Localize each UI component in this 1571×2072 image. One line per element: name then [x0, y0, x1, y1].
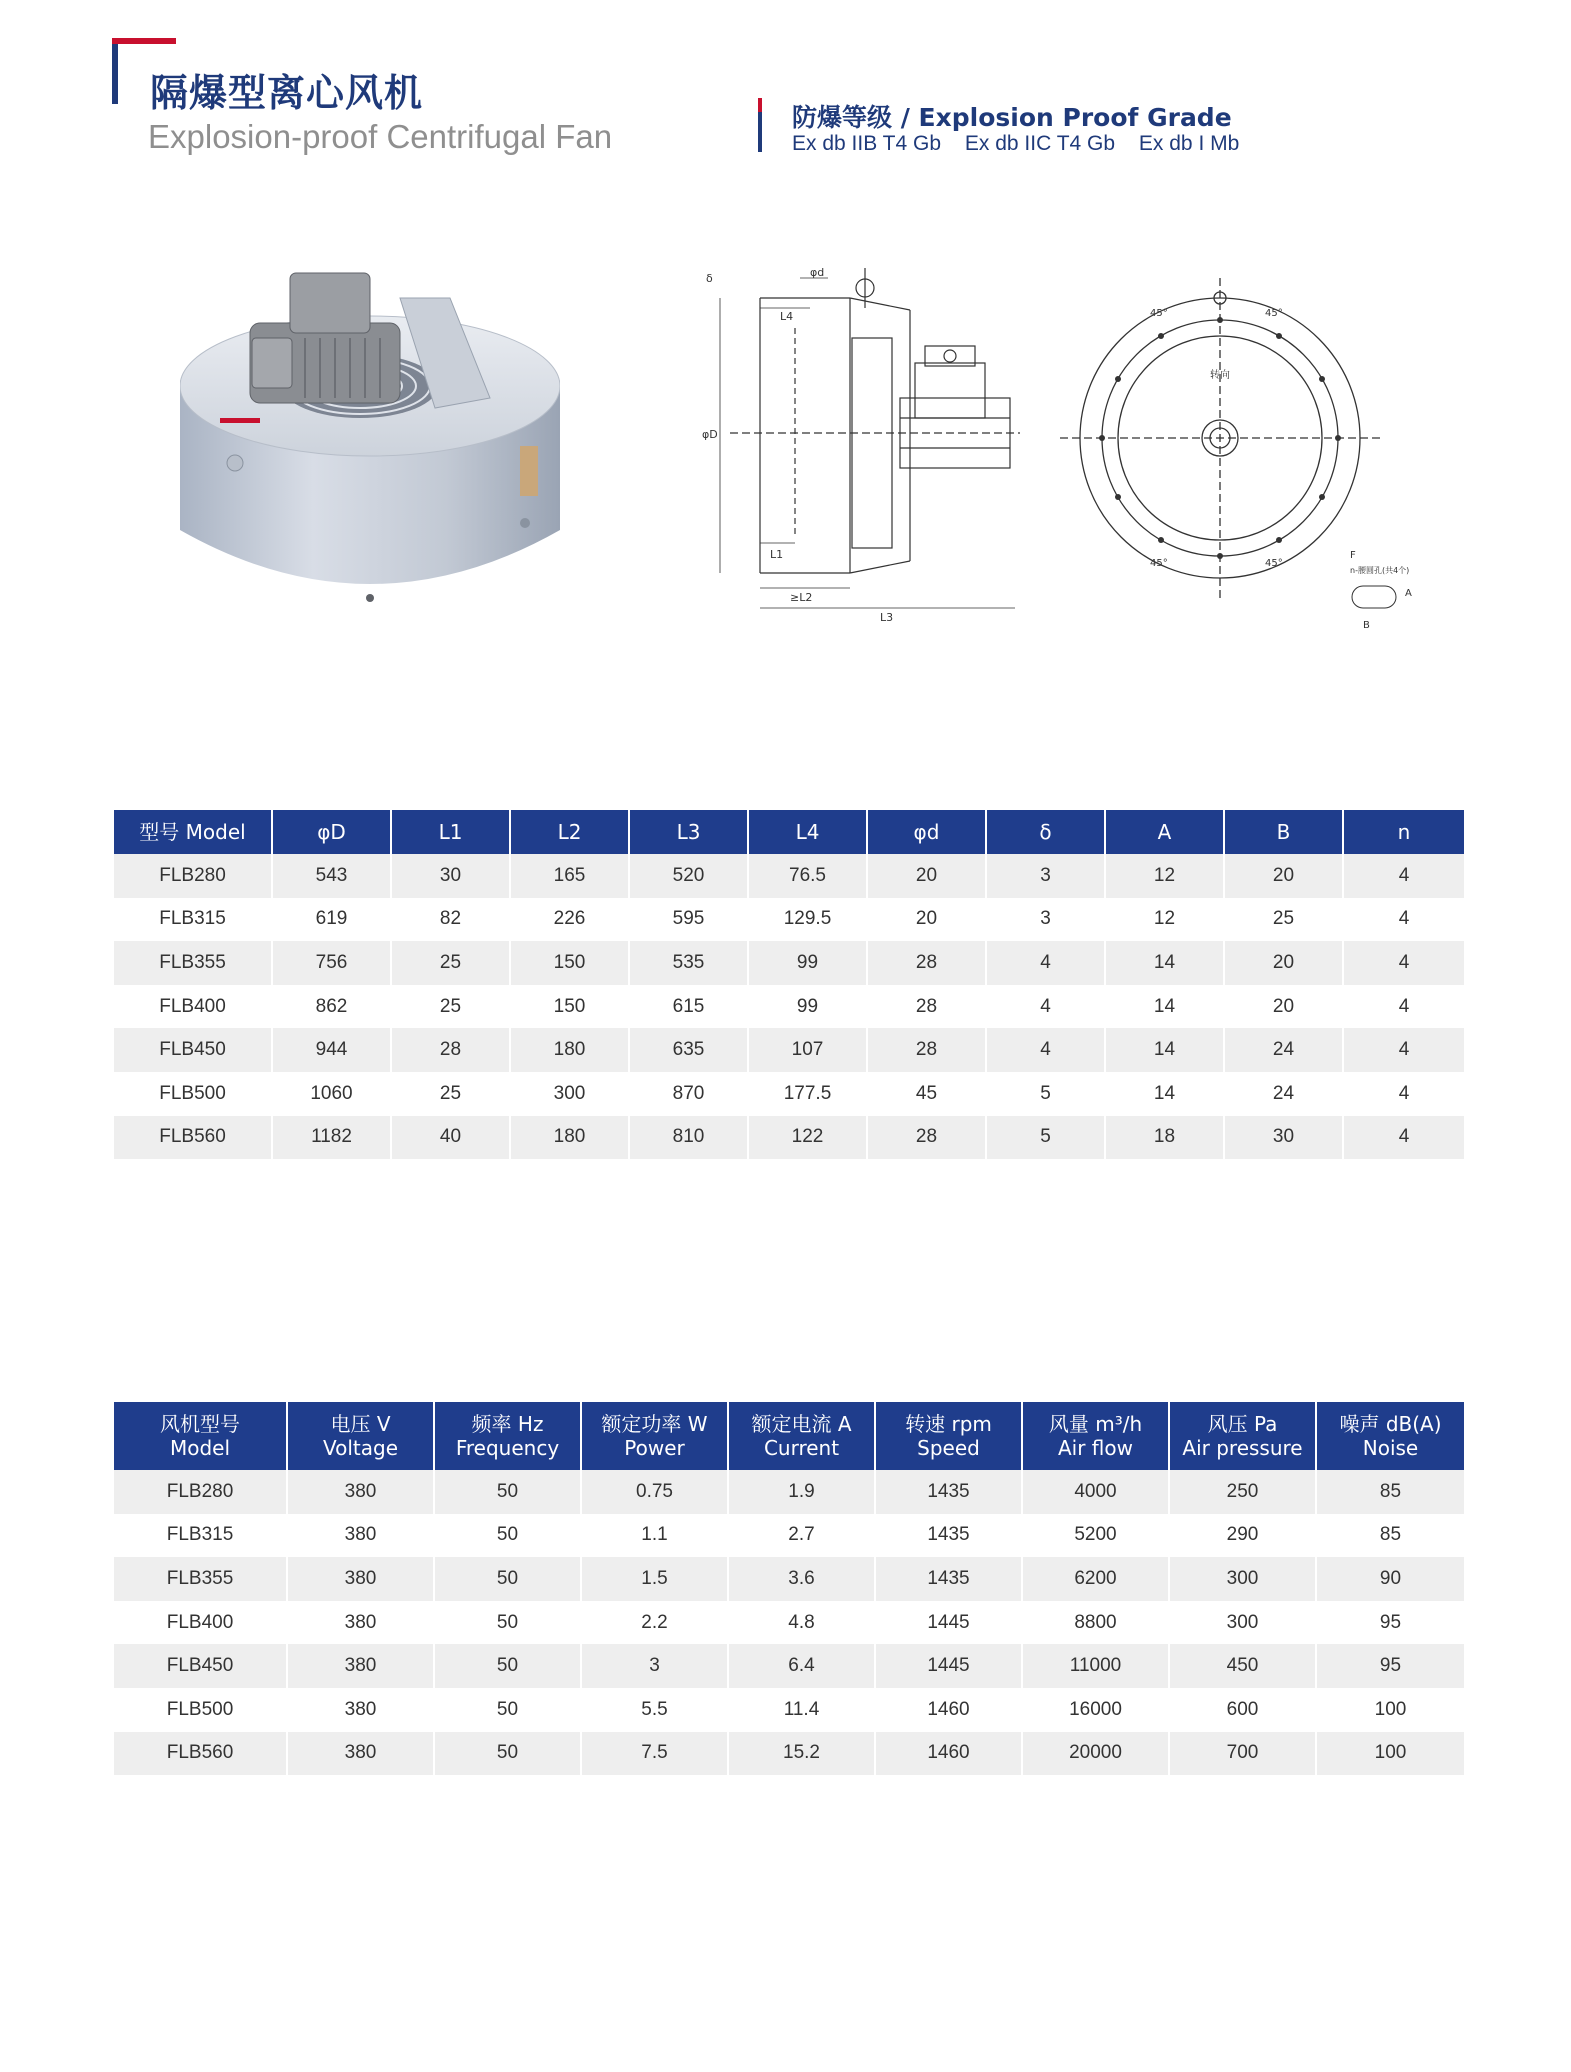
column-header: 额定电流 A Current [729, 1402, 876, 1470]
table-cell: 28 [868, 941, 987, 985]
table-row [114, 898, 1464, 942]
column-header: 风机型号 Model [114, 1402, 288, 1470]
column-header: φD [273, 810, 392, 854]
table-cell: 1435 [876, 1557, 1023, 1601]
table-cell: 4000 [1023, 1470, 1170, 1514]
table-cell: 543 [273, 854, 392, 898]
table-row [114, 1688, 1464, 1732]
table-cell: 380 [288, 1557, 435, 1601]
table-cell: 40 [392, 1116, 511, 1160]
table-cell: FLB280 [114, 854, 273, 898]
table-cell: 3 [987, 854, 1106, 898]
label-L4: L4 [780, 310, 794, 323]
table-cell: 290 [1170, 1514, 1317, 1558]
table-cell: FLB450 [114, 1644, 288, 1688]
table-cell: 2.2 [582, 1601, 729, 1645]
table-row [114, 1116, 1464, 1160]
table-cell: 4 [987, 941, 1106, 985]
table-cell: 4.8 [729, 1601, 876, 1645]
table-row [114, 1514, 1464, 1558]
label-phi-D: φD [702, 428, 718, 441]
table-cell: 300 [1170, 1601, 1317, 1645]
label-L2: ≥L2 [790, 591, 813, 604]
table-cell: 226 [511, 898, 630, 942]
table-cell: 20 [868, 898, 987, 942]
table-cell: 5200 [1023, 1514, 1170, 1558]
table-cell: 28 [392, 1028, 511, 1072]
table-cell: 4 [1344, 1028, 1464, 1072]
table-cell: 20 [1225, 985, 1344, 1029]
table-cell: 5 [987, 1116, 1106, 1160]
table-cell: 4 [987, 1028, 1106, 1072]
column-header: n [1344, 810, 1464, 854]
label-rotation: 转向 [1210, 370, 1230, 381]
table-cell: 380 [288, 1644, 435, 1688]
table-cell: 4 [1344, 941, 1464, 985]
page-subtitle: Explosion-proof Centrifugal Fan [148, 118, 613, 155]
column-header: 型号 Model [114, 810, 273, 854]
table-cell: 28 [868, 1028, 987, 1072]
table-cell: FLB450 [114, 1028, 273, 1072]
table-cell: 25 [392, 1072, 511, 1116]
table-cell: 12 [1106, 854, 1225, 898]
table-cell: FLB560 [114, 1116, 273, 1160]
label-angle-tl: 45° [1150, 308, 1168, 319]
table-cell: 1445 [876, 1601, 1023, 1645]
table-row [114, 985, 1464, 1029]
table-cell: 24 [1225, 1072, 1344, 1116]
table-cell: 45 [868, 1072, 987, 1116]
table-cell: 1.9 [729, 1470, 876, 1514]
table-cell: FLB500 [114, 1688, 288, 1732]
table-cell: 85 [1317, 1470, 1464, 1514]
table-cell: 380 [288, 1601, 435, 1645]
table-cell: 25 [392, 985, 511, 1029]
label-angle-br: 45° [1265, 558, 1283, 569]
table-cell: 30 [392, 854, 511, 898]
table-row [114, 854, 1464, 898]
grade-divider-accent [758, 98, 762, 112]
table-cell: 100 [1317, 1732, 1464, 1776]
table-cell: 4 [987, 985, 1106, 1029]
table-cell: 6.4 [729, 1644, 876, 1688]
table-cell: 1445 [876, 1644, 1023, 1688]
table-cell: 150 [511, 985, 630, 1029]
table-cell: 1182 [273, 1116, 392, 1160]
table-row [114, 941, 1464, 985]
grade-list [792, 132, 1257, 156]
table-cell: 1.5 [582, 1557, 729, 1601]
table-cell: 11000 [1023, 1644, 1170, 1688]
column-header: L3 [630, 810, 749, 854]
column-header: 转速 rpm Speed [876, 1402, 1023, 1470]
label-L3: L3 [880, 611, 894, 624]
table-cell: FLB400 [114, 985, 273, 1029]
dimensions-header-row [114, 810, 1464, 854]
table-row [114, 1072, 1464, 1116]
table-cell: 944 [273, 1028, 392, 1072]
table-cell: 107 [749, 1028, 868, 1072]
table-cell: 4 [1344, 854, 1464, 898]
table-cell: 380 [288, 1688, 435, 1732]
table-cell: 6200 [1023, 1557, 1170, 1601]
column-header: 电压 V Voltage [288, 1402, 435, 1470]
column-header: A [1106, 810, 1225, 854]
label-L1: L1 [770, 548, 784, 561]
table-cell: 14 [1106, 1072, 1225, 1116]
table-cell: 1435 [876, 1514, 1023, 1558]
table-cell: 122 [749, 1116, 868, 1160]
table-cell: 50 [435, 1601, 582, 1645]
fan-product-image [180, 268, 560, 638]
table-cell: 129.5 [749, 898, 868, 942]
table-cell: 380 [288, 1470, 435, 1514]
table-cell: 14 [1106, 985, 1225, 1029]
table-cell: 180 [511, 1116, 630, 1160]
table-cell: 177.5 [749, 1072, 868, 1116]
table-cell: 18 [1106, 1116, 1225, 1160]
table-cell: 870 [630, 1072, 749, 1116]
table-cell: 8800 [1023, 1601, 1170, 1645]
table-cell: 95 [1317, 1644, 1464, 1688]
table-cell: 300 [511, 1072, 630, 1116]
table-cell: 700 [1170, 1732, 1317, 1776]
table-cell: 50 [435, 1732, 582, 1776]
column-header: 风压 Pa Air pressure [1170, 1402, 1317, 1470]
table-cell: 20000 [1023, 1732, 1170, 1776]
table-cell: 3.6 [729, 1557, 876, 1601]
table-cell: 300 [1170, 1557, 1317, 1601]
table-cell: 619 [273, 898, 392, 942]
table-cell: 1435 [876, 1470, 1023, 1514]
label-angle-tr: 45° [1265, 308, 1283, 319]
table-cell: 20 [1225, 941, 1344, 985]
table-row [114, 1601, 1464, 1645]
table-cell: 28 [868, 985, 987, 1029]
table-cell: 5.5 [582, 1688, 729, 1732]
column-header: δ [987, 810, 1106, 854]
table-cell: 0.75 [582, 1470, 729, 1514]
table-cell: 50 [435, 1470, 582, 1514]
table-cell: 50 [435, 1557, 582, 1601]
column-header: 风量 m³/h Air flow [1023, 1402, 1170, 1470]
grade-item: Ex db IIC T4 Gb [964, 132, 1116, 155]
table-cell: 756 [273, 941, 392, 985]
column-header: L1 [392, 810, 511, 854]
table-row [114, 1732, 1464, 1776]
table-cell: 24 [1225, 1028, 1344, 1072]
label-A: A [1405, 588, 1412, 599]
table-cell: 15.2 [729, 1732, 876, 1776]
table-cell: 535 [630, 941, 749, 985]
page-title: 隔爆型离心风机 [150, 71, 424, 115]
table-cell: 14 [1106, 941, 1225, 985]
table-cell: FLB280 [114, 1470, 288, 1514]
front-view-drawing [1060, 268, 1420, 638]
table-cell: 1460 [876, 1688, 1023, 1732]
table-cell: 82 [392, 898, 511, 942]
table-cell: 14 [1106, 1028, 1225, 1072]
table-cell: 635 [630, 1028, 749, 1072]
table-cell: FLB500 [114, 1072, 273, 1116]
table-cell: 16000 [1023, 1688, 1170, 1732]
table-row [114, 1028, 1464, 1072]
label-F: F [1350, 550, 1356, 561]
dimensions-table [114, 810, 1464, 1159]
table-cell: FLB355 [114, 1557, 288, 1601]
table-cell: FLB400 [114, 1601, 288, 1645]
table-row [114, 1557, 1464, 1601]
performance-header-row [114, 1402, 1464, 1470]
grade-title: 防爆等级 / Explosion Proof Grade [792, 103, 1232, 132]
table-cell: 20 [1225, 854, 1344, 898]
table-cell: 4 [1344, 1116, 1464, 1160]
table-cell: 4 [1344, 1072, 1464, 1116]
column-header: φd [868, 810, 987, 854]
table-cell: FLB560 [114, 1732, 288, 1776]
table-cell: 180 [511, 1028, 630, 1072]
table-cell: 4 [1344, 985, 1464, 1029]
table-cell: 50 [435, 1688, 582, 1732]
table-row [114, 1470, 1464, 1514]
table-cell: FLB315 [114, 898, 273, 942]
table-cell: 12 [1106, 898, 1225, 942]
table-cell: 862 [273, 985, 392, 1029]
table-cell: 20 [868, 854, 987, 898]
table-cell: 3 [582, 1644, 729, 1688]
column-header: L2 [511, 810, 630, 854]
performance-table [114, 1402, 1464, 1775]
table-cell: 99 [749, 941, 868, 985]
label-B: B [1363, 620, 1370, 631]
table-row [114, 1644, 1464, 1688]
table-cell: 5 [987, 1072, 1106, 1116]
label-hole-note: n-腰圆孔(共4个) [1350, 566, 1410, 575]
column-header: 额定功率 W Power [582, 1402, 729, 1470]
side-view-drawing [700, 268, 1040, 628]
column-header: L4 [749, 810, 868, 854]
table-cell: 30 [1225, 1116, 1344, 1160]
table-cell: 25 [1225, 898, 1344, 942]
table-cell: 150 [511, 941, 630, 985]
table-cell: 520 [630, 854, 749, 898]
table-cell: 99 [749, 985, 868, 1029]
table-cell: 595 [630, 898, 749, 942]
column-header: 频率 Hz Frequency [435, 1402, 582, 1470]
table-cell: FLB355 [114, 941, 273, 985]
table-cell: 450 [1170, 1644, 1317, 1688]
table-cell: 615 [630, 985, 749, 1029]
table-cell: 810 [630, 1116, 749, 1160]
grade-item: Ex db I Mb [1138, 132, 1240, 155]
column-header: B [1225, 810, 1344, 854]
label-angle-bl: 45° [1150, 558, 1168, 569]
table-cell: 380 [288, 1514, 435, 1558]
table-cell: 4 [1344, 898, 1464, 942]
column-header: 噪声 dB(A) Noise [1317, 1402, 1464, 1470]
table-cell: 50 [435, 1644, 582, 1688]
table-cell: 600 [1170, 1688, 1317, 1732]
slot-hole-detail [1352, 586, 1396, 608]
table-cell: 380 [288, 1732, 435, 1776]
table-cell: 250 [1170, 1470, 1317, 1514]
table-cell: 2.7 [729, 1514, 876, 1558]
table-cell: 1.1 [582, 1514, 729, 1558]
table-cell: 7.5 [582, 1732, 729, 1776]
table-cell: 165 [511, 854, 630, 898]
table-cell: 100 [1317, 1688, 1464, 1732]
table-cell: 28 [868, 1116, 987, 1160]
label-delta: δ [706, 272, 713, 285]
table-cell: 50 [435, 1514, 582, 1558]
table-cell: 1460 [876, 1732, 1023, 1776]
table-cell: FLB315 [114, 1514, 288, 1558]
table-cell: 90 [1317, 1557, 1464, 1601]
table-cell: 95 [1317, 1601, 1464, 1645]
grade-item: Ex db IIB T4 Gb [792, 132, 942, 155]
table-cell: 76.5 [749, 854, 868, 898]
table-cell: 11.4 [729, 1688, 876, 1732]
table-cell: 3 [987, 898, 1106, 942]
table-cell: 1060 [273, 1072, 392, 1116]
table-cell: 85 [1317, 1514, 1464, 1558]
table-cell: 25 [392, 941, 511, 985]
label-phi-d: φd [810, 268, 825, 279]
